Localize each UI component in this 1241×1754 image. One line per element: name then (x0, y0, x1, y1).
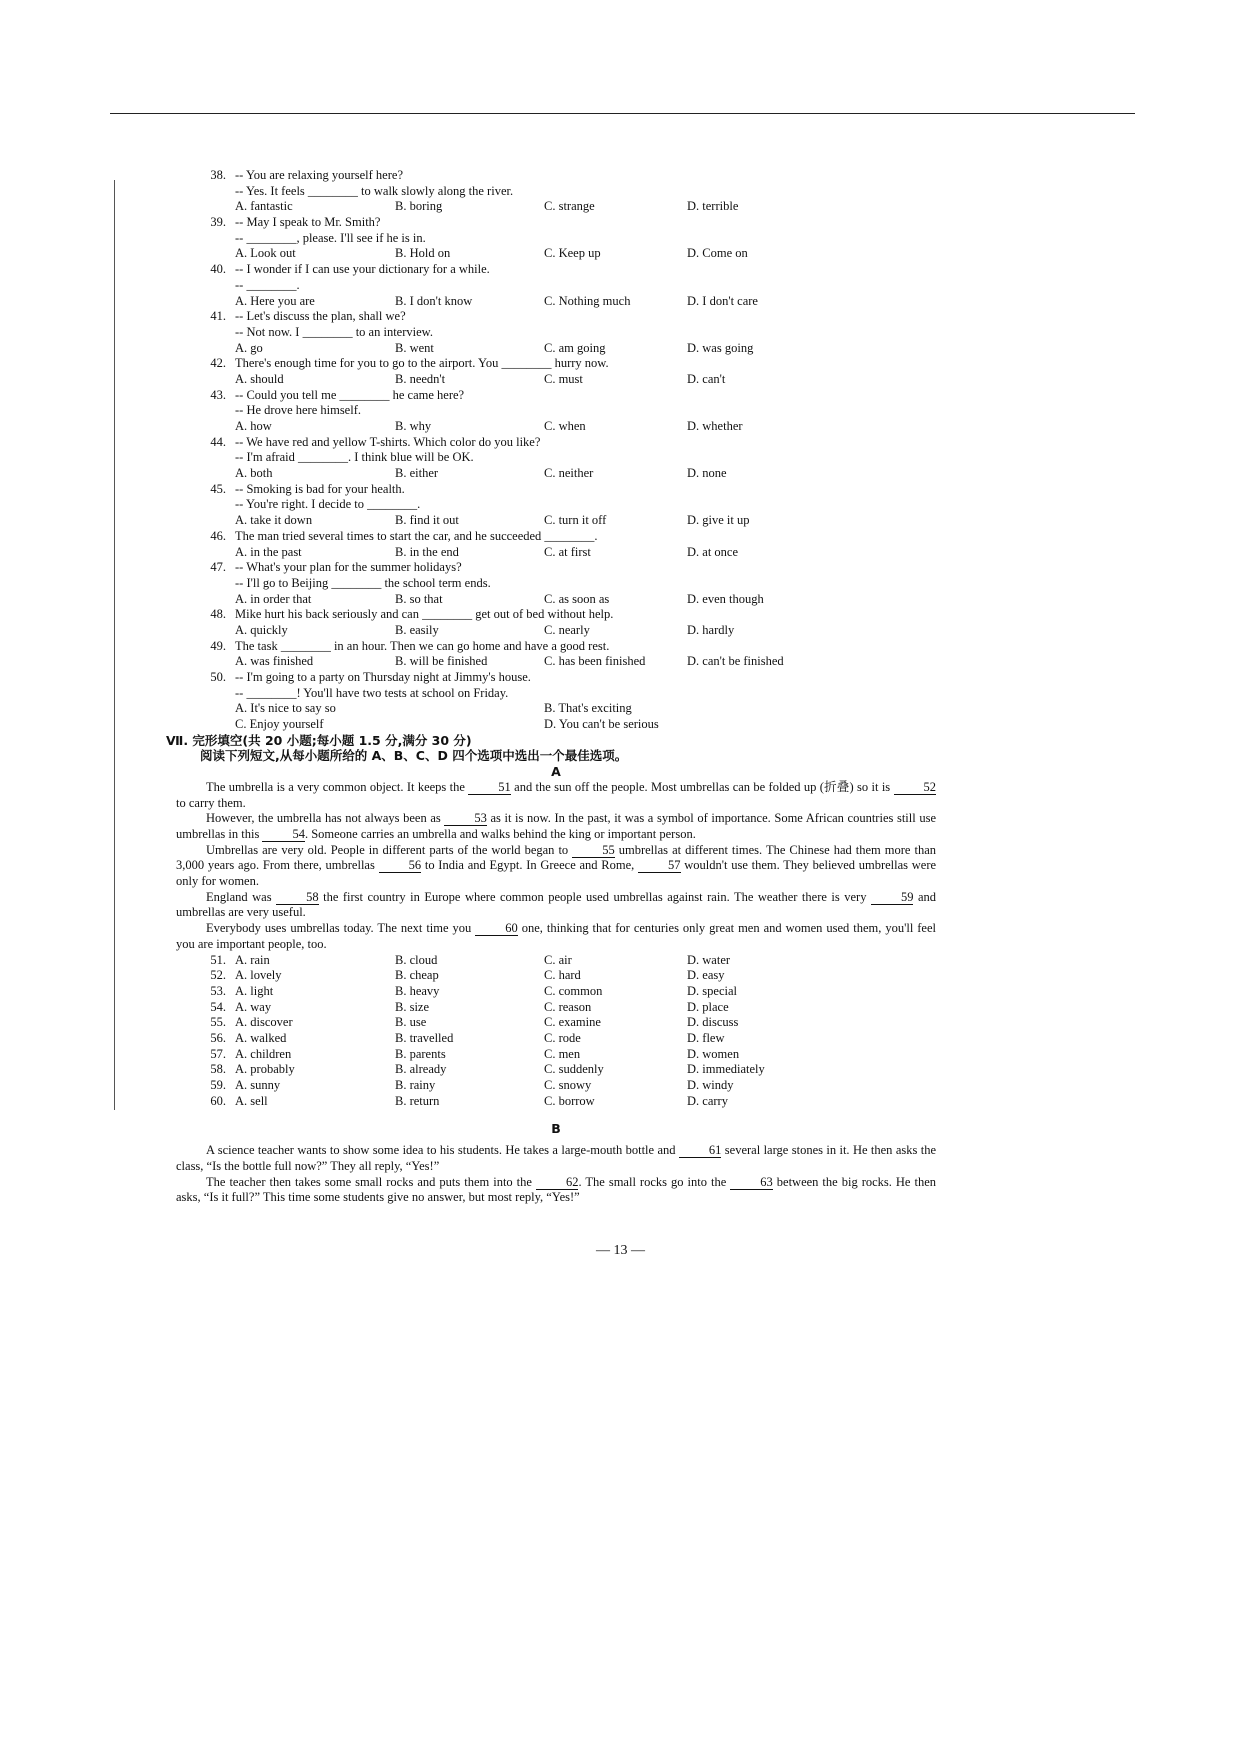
text-run: Everybody uses umbrellas today. The next time you (206, 921, 472, 936)
question-number: 48. (210, 607, 226, 622)
question-line: -- I'll go to Beijing ________ the school term ends. (235, 575, 491, 590)
text-run: umbrellas at different times. The Chinese had them more than 3,000 years ago. From there, umbrellas (176, 842, 937, 873)
blank-56[interactable]: 56 (379, 859, 422, 873)
option-a[interactable]: A. how (235, 419, 272, 433)
option-a[interactable]: A. should (235, 371, 284, 386)
option-d[interactable]: D. easy (687, 968, 725, 983)
text-run: to India and Egypt. In Greece and Rome, (424, 858, 635, 873)
option-d[interactable]: D. can't be finished (687, 654, 784, 669)
question-number: 38. (210, 168, 226, 182)
question-50 (176, 670, 936, 733)
option-c[interactable]: C. nearly (544, 622, 590, 637)
question-line: -- Smoking is bad for your health. (235, 481, 405, 496)
option-a[interactable]: A. was finished (235, 654, 314, 669)
option-c[interactable]: C. Nothing much (544, 293, 631, 308)
cloze-row-53 (176, 984, 936, 1000)
blank-62[interactable]: 62 (536, 1176, 579, 1190)
option-c[interactable]: C. has been finished (544, 654, 646, 669)
text-run: between the big rocks. He then asks, “Is it full?” This time some students give no answer, but most reply, “Yes!” (176, 1174, 937, 1205)
option-d[interactable]: D. windy (687, 1078, 734, 1093)
blank-51[interactable]: 51 (468, 781, 511, 795)
question-number: 55. (210, 1015, 226, 1030)
option-b[interactable]: B. rainy (395, 1078, 436, 1093)
option-c[interactable]: C. am going (544, 340, 606, 355)
section-heading: Ⅶ. 完形填空(共 20 小题;每小题 1.5 分,满分 30 分) (166, 732, 472, 748)
blank-59[interactable]: 59 (871, 891, 914, 905)
passage-b-label: B (551, 1121, 561, 1137)
option-c[interactable]: C. Enjoy yourself (235, 717, 324, 732)
option-b[interactable]: B. heavy (395, 983, 440, 998)
option-d[interactable]: D. place (687, 999, 729, 1014)
option-c[interactable]: C. men (544, 1046, 581, 1061)
option-d[interactable]: D. none (687, 466, 727, 481)
question-48 (176, 607, 936, 638)
option-d[interactable]: D. You can't be serious (544, 717, 659, 732)
question-line: -- Yes. It feels ________ to walk slowly along the river. (235, 183, 514, 198)
option-b[interactable]: B. why (395, 419, 432, 433)
text-run: wouldn't use them. They believed umbrellas were only for women. (176, 858, 937, 889)
question-line: -- I wonder if I can use your dictionary for a while. (235, 262, 490, 277)
question-line: Mike hurt his back seriously and can ________ get out of bed without help. (235, 607, 614, 622)
cloze-row-51 (176, 953, 936, 969)
question-line: -- Could you tell me ________ he came here? (235, 387, 465, 402)
question-40 (176, 262, 936, 309)
text-run: However, the umbrella has not always been as (206, 811, 441, 826)
question-line: -- ________! You'll have two tests at school on Friday. (235, 685, 509, 700)
option-b[interactable]: B. cheap (395, 968, 439, 983)
cloze-option-list (176, 953, 936, 1110)
blank-60[interactable]: 60 (475, 922, 518, 936)
option-a[interactable]: A. Look out (235, 246, 296, 261)
question-number: 58. (210, 1062, 226, 1077)
option-b[interactable]: B. size (395, 999, 430, 1014)
question-44 (176, 435, 936, 482)
option-a[interactable]: A. light (235, 983, 274, 998)
option-d[interactable]: D. was going (687, 340, 754, 355)
blank-52[interactable]: 52 (894, 781, 937, 795)
question-number: 50. (210, 670, 226, 684)
option-d[interactable]: D. can't (687, 371, 726, 386)
page-number: — 13 — (596, 1243, 645, 1258)
question-number: 53. (210, 983, 226, 998)
blank-55[interactable]: 55 (572, 844, 615, 858)
option-d[interactable]: D. special (687, 983, 737, 998)
passage-b (176, 1143, 936, 1206)
paragraph (176, 811, 936, 842)
option-a[interactable]: A. walked (235, 1031, 287, 1046)
question-line: -- He drove here himself. (235, 403, 361, 418)
option-d[interactable]: D. terrible (687, 199, 739, 214)
blank-58[interactable]: 58 (276, 891, 319, 905)
text-run: The teacher then takes some small rocks and puts them into the (206, 1174, 532, 1189)
option-d[interactable]: D. immediately (687, 1062, 765, 1077)
question-43 (176, 388, 936, 435)
question-line: There's enough time for you to go to the airport. You ________ hurry now. (235, 356, 609, 371)
option-c[interactable]: C. rode (544, 1031, 581, 1046)
option-a[interactable]: A. in order that (235, 591, 312, 606)
text-run: The umbrella is a very common object. It keeps the (206, 779, 465, 794)
option-b[interactable]: B. in the end (395, 544, 459, 559)
text-run: A science teacher wants to show some idea to his students. He takes a large-mouth bottle and (206, 1143, 676, 1158)
option-d[interactable]: D. hardly (687, 622, 735, 637)
option-a[interactable]: A. children (235, 1046, 292, 1061)
paragraph (176, 843, 936, 890)
option-a[interactable]: A. way (235, 999, 272, 1014)
option-c[interactable]: C. neither (544, 466, 594, 481)
question-number: 54. (210, 999, 226, 1014)
cloze-row-58 (176, 1062, 936, 1078)
option-a[interactable]: A. It's nice to say so (235, 701, 336, 716)
option-d[interactable]: D. women (687, 1046, 740, 1061)
option-b[interactable]: B. parents (395, 1046, 446, 1061)
option-a[interactable]: A. rain (235, 952, 270, 967)
question-41 (176, 309, 936, 356)
question-45 (176, 482, 936, 529)
question-line: -- You're right. I decide to ________. (235, 497, 421, 512)
question-line: -- ________. (235, 277, 300, 292)
binding-margin-line (114, 180, 115, 1110)
option-c[interactable]: C. turn it off (544, 513, 607, 528)
cloze-row-60 (176, 1094, 936, 1110)
text-run: and the sun off the people. Most umbrellas can be folded up (折叠) so it is (514, 779, 891, 794)
question-line: -- I'm afraid ________. I think blue will be OK. (235, 450, 474, 465)
option-b[interactable]: B. easily (395, 622, 439, 637)
option-a[interactable]: A. sunny (235, 1078, 281, 1093)
question-49 (176, 639, 936, 670)
question-38 (176, 168, 936, 215)
header-rule (110, 113, 1135, 114)
exam-page (166, 168, 937, 1206)
cloze-row-59 (176, 1078, 936, 1094)
option-b[interactable]: B. already (395, 1062, 447, 1077)
paragraph (176, 921, 936, 952)
question-47 (176, 560, 936, 607)
option-b[interactable]: B. went (395, 340, 434, 355)
passage-a-label: A (551, 764, 561, 780)
option-c[interactable]: C. as soon as (544, 591, 610, 606)
option-b[interactable]: B. I don't know (395, 293, 473, 308)
option-d[interactable]: D. even though (687, 591, 764, 606)
text-run: . The small rocks go into the (578, 1174, 727, 1189)
question-number: 57. (210, 1046, 226, 1061)
option-d[interactable]: D. whether (687, 419, 743, 433)
option-b[interactable]: B. return (395, 1093, 440, 1108)
paragraph (176, 1143, 936, 1174)
option-b[interactable]: B. That's exciting (544, 701, 632, 716)
option-b[interactable]: B. Hold on (395, 246, 451, 261)
paragraph (176, 780, 936, 811)
question-number: 59. (210, 1078, 226, 1093)
question-line: -- May I speak to Mr. Smith? (235, 215, 381, 230)
option-a[interactable]: A. discover (235, 1015, 293, 1030)
option-d[interactable]: D. give it up (687, 513, 750, 528)
question-number: 40. (210, 262, 226, 277)
option-c[interactable]: C. borrow (544, 1093, 595, 1108)
option-a[interactable]: A. sell (235, 1093, 268, 1108)
single-choice-list (176, 168, 936, 670)
blank-54[interactable]: 54 (262, 828, 305, 842)
text-run: the first country in Europe where common people used umbrellas against rain. The weather there is very (323, 889, 867, 904)
text-run: as it is now. In the past, it was a symbol of importance. Some African countries still use umbrellas in this (176, 811, 936, 841)
option-a[interactable]: A. fantastic (235, 199, 293, 214)
question-number: 52. (210, 968, 226, 983)
blank-57[interactable]: 57 (638, 859, 681, 873)
question-number: 60. (210, 1093, 226, 1108)
option-b[interactable]: B. boring (395, 199, 443, 214)
option-a[interactable]: A. Here you are (235, 293, 315, 308)
option-c[interactable]: C. hard (544, 968, 581, 983)
option-b[interactable]: B. travelled (395, 1031, 454, 1046)
passage-a (176, 780, 936, 953)
option-c[interactable]: C. at first (544, 544, 591, 559)
option-c[interactable]: C. strange (544, 199, 595, 214)
option-c[interactable]: C. Keep up (544, 246, 601, 261)
option-a[interactable]: A. probably (235, 1062, 295, 1077)
option-a[interactable]: A. lovely (235, 968, 282, 983)
question-line: -- What's your plan for the summer holidays? (235, 560, 462, 575)
question-line: -- Not now. I ________ to an interview. (235, 324, 433, 339)
option-c[interactable]: C. air (544, 952, 572, 967)
option-c[interactable]: C. suddenly (544, 1062, 604, 1077)
question-line: The task ________ in an hour. Then we can go home and have a good rest. (235, 638, 610, 653)
option-a[interactable]: A. in the past (235, 544, 302, 559)
question-number: 56. (210, 1031, 226, 1046)
question-number: 46. (210, 528, 226, 543)
option-d[interactable]: D. flew (687, 1031, 725, 1046)
text-run: . Someone carries an umbrella and walks behind the king or important person. (304, 826, 696, 841)
option-c[interactable]: C. examine (544, 1015, 601, 1030)
question-number: 49. (210, 638, 226, 653)
option-c[interactable]: C. snowy (544, 1078, 592, 1093)
text-run: one, thinking that for centuries only great men and women used them, you'll feel you are important people, too. (176, 921, 937, 951)
question-line: The man tried several times to start the car, and he succeeded ________. (235, 528, 598, 543)
paragraph (176, 1175, 936, 1206)
cloze-row-57 (176, 1047, 936, 1063)
option-a[interactable]: A. go (235, 340, 263, 355)
option-c[interactable]: C. common (544, 983, 603, 998)
question-line: -- ________, please. I'll see if he is in. (235, 230, 426, 245)
option-d[interactable]: D. at once (687, 544, 739, 559)
section-instruction: 阅读下列短文,从每小题所给的 A、B、C、D 四个选项中选出一个最佳选项。 (200, 748, 628, 764)
option-c[interactable]: C. must (544, 371, 583, 386)
question-line: -- Let's discuss the plan, shall we? (235, 309, 406, 324)
question-46 (176, 529, 936, 560)
cloze-row-54 (176, 1000, 936, 1016)
question-42 (176, 356, 936, 387)
cloze-row-56 (176, 1031, 936, 1047)
option-b[interactable]: B. either (395, 466, 439, 481)
option-c[interactable]: C. reason (544, 999, 592, 1014)
question-number: 51. (210, 952, 226, 967)
option-d[interactable]: D. Come on (687, 246, 748, 261)
option-d[interactable]: D. water (687, 952, 731, 967)
question-line: -- I'm going to a party on Thursday night at Jimmy's house. (235, 670, 531, 684)
paragraph (176, 890, 936, 921)
text-run: several large stones in it. He then asks the class, “Is the bottle full now?” They all reply, “Yes!” (176, 1143, 937, 1173)
option-b[interactable]: B. find it out (395, 513, 459, 528)
text-run: Umbrellas are very old. People in different parts of the world began to (206, 842, 569, 857)
cloze-row-55 (176, 1015, 936, 1031)
text-run: to carry them. (176, 795, 246, 810)
option-d[interactable]: D. discuss (687, 1015, 739, 1030)
cloze-row-52 (176, 968, 936, 984)
question-line: -- You are relaxing yourself here? (235, 168, 403, 182)
text-run: and umbrellas are very useful. (176, 889, 937, 920)
option-d[interactable]: D. I don't care (687, 293, 758, 308)
option-b[interactable]: B. so that (395, 591, 443, 606)
option-b[interactable]: B. use (395, 1015, 427, 1030)
question-number: 45. (210, 481, 226, 496)
blank-63[interactable]: 63 (730, 1176, 773, 1190)
question-number: 44. (210, 434, 226, 449)
question-39 (176, 215, 936, 262)
option-a[interactable]: A. quickly (235, 622, 288, 637)
option-b[interactable]: B. needn't (395, 371, 446, 386)
question-number: 47. (210, 560, 226, 575)
text-run: England was (206, 889, 272, 904)
question-number: 43. (210, 387, 226, 402)
option-a[interactable]: A. take it down (235, 513, 313, 528)
blank-61[interactable]: 61 (679, 1144, 722, 1158)
option-b[interactable]: B. cloud (395, 952, 438, 967)
question-number: 41. (210, 309, 226, 324)
question-number: 42. (210, 356, 226, 371)
option-a[interactable]: A. both (235, 466, 273, 481)
option-c[interactable]: C. when (544, 419, 586, 433)
question-number: 39. (210, 215, 226, 230)
blank-53[interactable]: 53 (444, 812, 487, 826)
option-b[interactable]: B. will be finished (395, 654, 488, 669)
option-d[interactable]: D. carry (687, 1093, 728, 1108)
question-line: -- We have red and yellow T-shirts. Which color do you like? (235, 434, 541, 449)
